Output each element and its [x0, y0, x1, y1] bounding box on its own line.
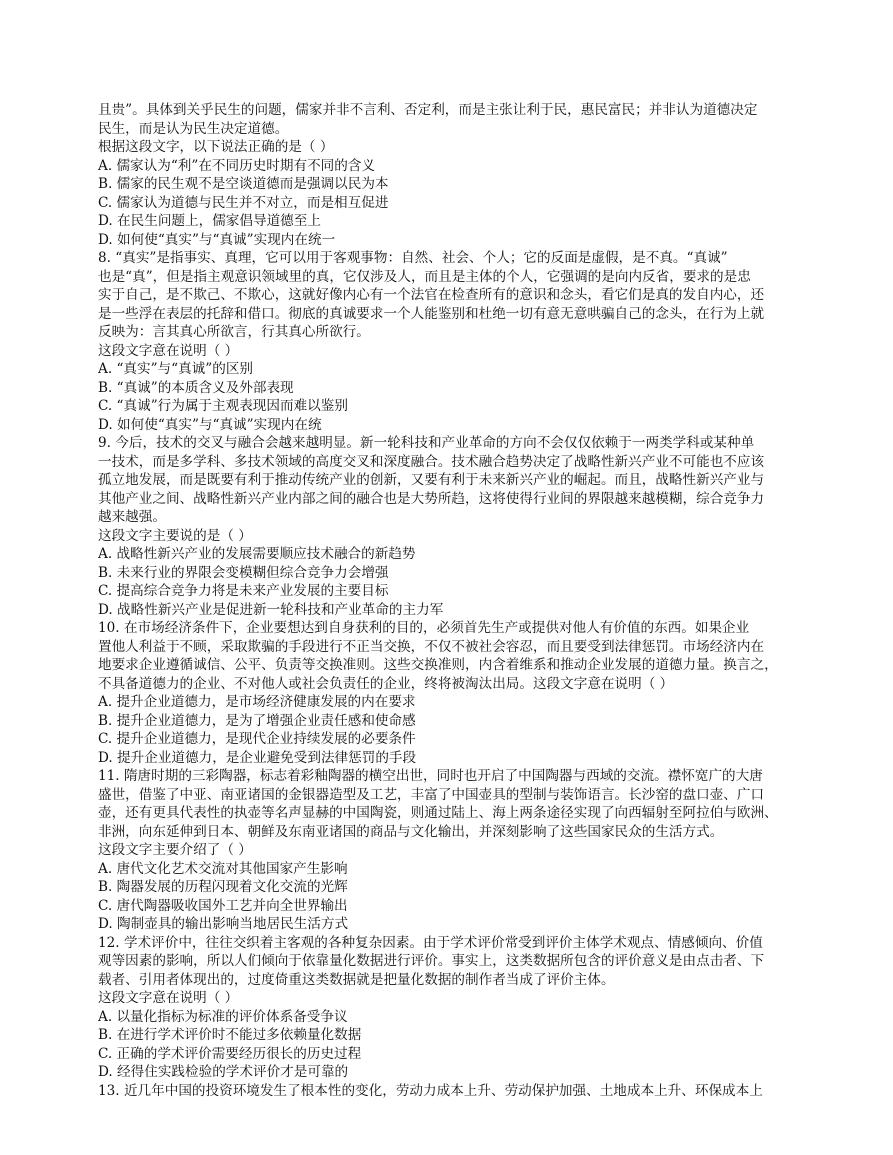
answer-option-line: B. 未来行业的界限会变模糊但综合竞争力会增强 [98, 564, 389, 581]
question-start-line: 8. “真实”是指事实、真理，它可以用于客观事物：自然、社会、个人；它的反面是虚假，是不真。“真诚” [98, 250, 728, 266]
passage-text-line: 地要求企业遵循诚信、公平、负责等交换准则。这些交换准则，内含着维系和推动企业发展的道德力量。换言之， [98, 657, 778, 673]
answer-option-line: A. 儒家认为“利”在不同历史时期有不同的含义 [98, 157, 376, 174]
answer-option-line: B. 陶器发展的历程闪现着文化交流的光辉 [98, 879, 348, 895]
document-body [98, 101, 795, 1100]
answer-option-line: D. 战略性新兴产业是促进新一轮科技和产业革命的主力军 [98, 601, 444, 618]
passage-text-line: 非洲，向东延伸到日本、朝鲜及东南亚诸国的商品与文化输出，并深刻影响了这些国家民众的生活方式。 [98, 823, 724, 840]
question-start-line: 13. 近几年中国的投资环境发生了根本性的变化，劳动力成本上升、劳动保护加强、土地成本上升、环保成本上 [98, 1082, 763, 1099]
answer-option-line: C. 儒家认为道德与民生并不对立，而是相互促进 [98, 194, 389, 211]
answer-option-line: D. 如何使“真实”与“真诚”实现内在统 [98, 416, 322, 433]
answer-option-line: D. 如何使“真实”与“真诚”实现内在统一 [98, 231, 336, 248]
passage-text-line: 民生，而是认为民生决定道德。 [98, 120, 289, 137]
answer-option-line: B. 提升企业道德力，是为了增强企业责任感和使命感 [98, 712, 416, 729]
question-prompt-line: 不具备道德力的企业、不对他人或社会负责任的企业，终将被淘汰出局。这段文字意在说明（ ） [98, 675, 674, 692]
passage-text-line: 反映为：言其真心所欲言，行其真心所欲行。 [98, 324, 370, 340]
question-prompt-line: 这段文字意在说明（ ） [98, 342, 239, 359]
passage-text-line: 载者、引用者体现出的，过度倚重这类数据就是把量化数据的制作者当成了评价主体。 [98, 971, 615, 988]
answer-option-line: D. 提升企业道德力，是企业避免受到法律惩罚的手段 [98, 749, 417, 766]
passage-text-line: 也是“真”，但是指主观意识领域里的真，它仅涉及人，而且是主体的个人，它强调的是向内反省，要求的是忠 [98, 268, 751, 285]
answer-option-line: D. 经得住实践检验的学术评价才是可靠的 [98, 1064, 349, 1080]
question-start-line: 9. 今后，技术的交叉与融合会越来越明显。新一轮科技和产业革命的方向不会仅仅依赖于一两类学科或某种单 [98, 435, 755, 451]
question-start-line: 10. 在市场经济条件下，企业要想达到自身获利的目的，必须首先生产或提供对他人有价值的东西。如果企业 [98, 620, 750, 636]
answer-option-line: A. 以量化指标为标准的评价体系备受争议 [98, 1008, 348, 1025]
question-prompt-line: 根据这段文字，以下说法正确的是（ ） [98, 139, 334, 155]
answer-option-line: B. “真诚”的本质含义及外部表现 [98, 379, 294, 396]
answer-option-line: C. 提升企业道德力，是现代企业持续发展的必要条件 [98, 731, 416, 747]
passage-text-line: 壶，还有更具代表性的执壶等名声显赫的中国陶瓷，则通过陆上、海上两条途径实现了向西辐射至阿拉伯与欧洲、 [98, 805, 778, 821]
answer-option-line: D. 陶制壶具的输出影响当地居民生活方式 [98, 916, 349, 932]
answer-option-line: C. 正确的学术评价需要经历很长的历史过程 [98, 1045, 362, 1062]
question-start-line: 12. 学术评价中，往往交织着主客观的各种复杂因素。由于学术评价常受到评价主体学术观点、情感倾向、价值 [98, 934, 763, 951]
passage-text-line: 实于自己，是不欺己、不欺心，这就好像内心有一个法官在检查所有的意识和念头，看它们是真的发自内心，还 [98, 287, 765, 303]
passage-text-line: 且贵”。具体到关乎民生的问题，儒家并非不言利、否定利，而是主张让利于民，惠民富民；并非认为道德决定 [98, 102, 758, 118]
passage-text-line: 置他人利益于不顾，采取欺骗的手段进行不正当交换，不仅不被社会容忍，而且要受到法律惩罚。市场经济内在 [98, 638, 765, 655]
answer-option-line: C. 提高综合竞争力将是未来产业发展的主要目标 [98, 583, 389, 599]
passage-text-line: 是一些浮在表层的托辞和借口。彻底的真诚要求一个人能鉴别和杜绝一切有意无意哄骗自己的念头，在行为上就 [98, 305, 765, 322]
answer-option-line: A. 战略性新兴产业的发展需要顺应技术融合的新趋势 [98, 546, 416, 562]
answer-option-line: C. 唐代陶器吸收国外工艺并向全世界输出 [98, 897, 348, 914]
question-prompt-line: 这段文字主要介绍了（ ） [98, 842, 252, 858]
question-prompt-line: 这段文字主要说的是（ ） [98, 527, 252, 544]
passage-text-line: 孤立地发展，而是既要有利于推动传统产业的创新，又要有利于未来新兴产业的崛起。而且，战略性新兴产业与 [98, 472, 765, 488]
answer-option-line: B. 在进行学术评价时不能过多依赖量化数据 [98, 1027, 362, 1043]
question-prompt-line: 这段文字意在说明（ ） [98, 990, 239, 1006]
answer-option-line: C. “真诚”行为属于主观表现因而难以鉴别 [98, 398, 348, 414]
answer-option-line: D. 在民生问题上，儒家倡导道德至上 [98, 213, 321, 229]
passage-text-line: 盛世，借鉴了中亚、南亚诸国的金银器造型及工艺，丰富了中国壶具的型制与装饰语言。长沙窑的盘口壶、广口 [98, 786, 765, 803]
question-start-line: 11. 隋唐时期的三彩陶器，标志着彩釉陶器的横空出世，同时也开启了中国陶器与西域的交流。襟怀宽广的大唐 [98, 768, 763, 784]
answer-option-line: A. 提升企业道德力，是市场经济健康发展的内在要求 [98, 694, 416, 710]
passage-text-line: 观等因素的影响，所以人们倾向于依靠量化数据进行评价。事实上，这类数据所包含的评价意义是由点击者、下 [98, 953, 765, 969]
answer-option-line: A. “真实”与“真诚”的区别 [98, 361, 254, 377]
answer-option-line: A. 唐代文化艺术交流对其他国家产生影响 [98, 860, 348, 877]
answer-option-line: B. 儒家的民生观不是空谈道德而是强调以民为本 [98, 176, 389, 192]
passage-text-line: 其他产业之间、战略性新兴产业内部之间的融合也是大势所趋，这将使得行业间的界限越来越模糊，综合竞争力 [98, 490, 765, 507]
passage-text-line: 越来越强。 [98, 509, 166, 525]
passage-text-line: 一技术，而是多学科、多技术领域的高度交叉和深度融合。技术融合趋势决定了战略性新兴产业不可能也不应该 [98, 453, 765, 470]
